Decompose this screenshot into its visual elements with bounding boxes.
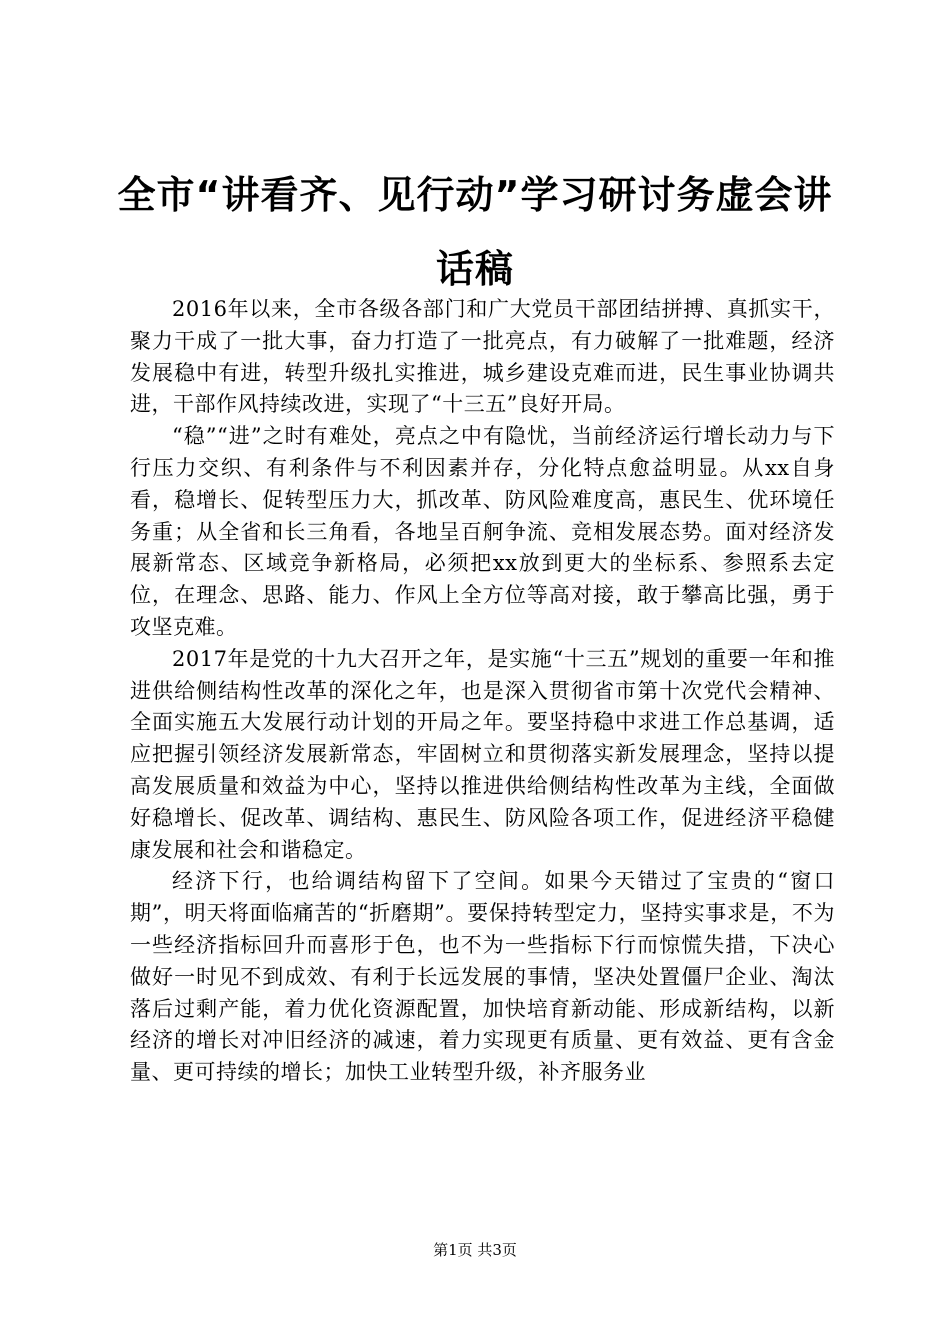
document-title: 全市“讲看齐、见行动”学习研讨务虚会讲话稿: [117, 173, 833, 291]
body-paragraph: 2016年以来，全市各级各部门和广大党员干部团结拼搏、真抓实干，聚力干成了一批大事，奋力打造了一批亮点，有力破解了一批难题，经济发展稳中有进，转型升级扎实推进，城乡建设克难而进，民生事业协调共进，干部作风持续改进，实现了“十三五”良好开局。: [130, 297, 835, 417]
document-body: [130, 294, 835, 1089]
page-footer: 第1页 共3页: [433, 1241, 517, 1259]
body-paragraph: 2017年是党的十九大召开之年，是实施“十三五”规划的重要一年和推进供给侧结构性改革的深化之年，也是深入贯彻省市第十次党代会精神、全面实施五大发展行动计划的开局之年。要坚持稳中求进工作总基调，适应把握引领经济发展新常态，牢固树立和贯彻落实新发展理念，坚持以提高发展质量和效益为中心，坚持以推进供给侧结构性改革为主线，全面做好稳增长、促改革、调结构、惠民生、防风险各项工作，促进经济平稳健康发展和社会和谐稳定。: [130, 646, 835, 862]
body-paragraph: “稳”“进”之时有难处，亮点之中有隐忧，当前经济运行增长动力与下行压力交织、有利条件与不利因素并存，分化特点愈益明显。从xx自身看，稳增长、促转型压力大，抓改革、防风险难度高，惠民生、优环境任务重；从全省和长三角看，各地呈百舸争流、竞相发展态势。面对经济发展新常态、区域竞争新格局，必须把xx放到更大的坐标系、参照系去定位，在理念、思路、能力、作风上全方位等高对接，敢于攀高比强，勇于攻坚克难。: [130, 424, 835, 639]
body-paragraph: 经济下行，也给调结构留下了空间。如果今天错过了宝贵的“窗口期”，明天将面临痛苦的“折磨期”。要保持转型定力，坚持实事求是，不为一些经济指标回升而喜形于色，也不为一些指标下行而惊慌失措，下决心做好一时见不到成效、有利于长远发展的事情，坚决处置僵尸企业、淘汰落后过剩产能，着力优化资源配置，加快培育新动能、形成新结构，以新经济的增长对冲旧经济的减速，着力实现更有质量、更有效益、更有含金量、更可持续的增长；加快工业转型升级，补齐服务业: [130, 869, 835, 1085]
